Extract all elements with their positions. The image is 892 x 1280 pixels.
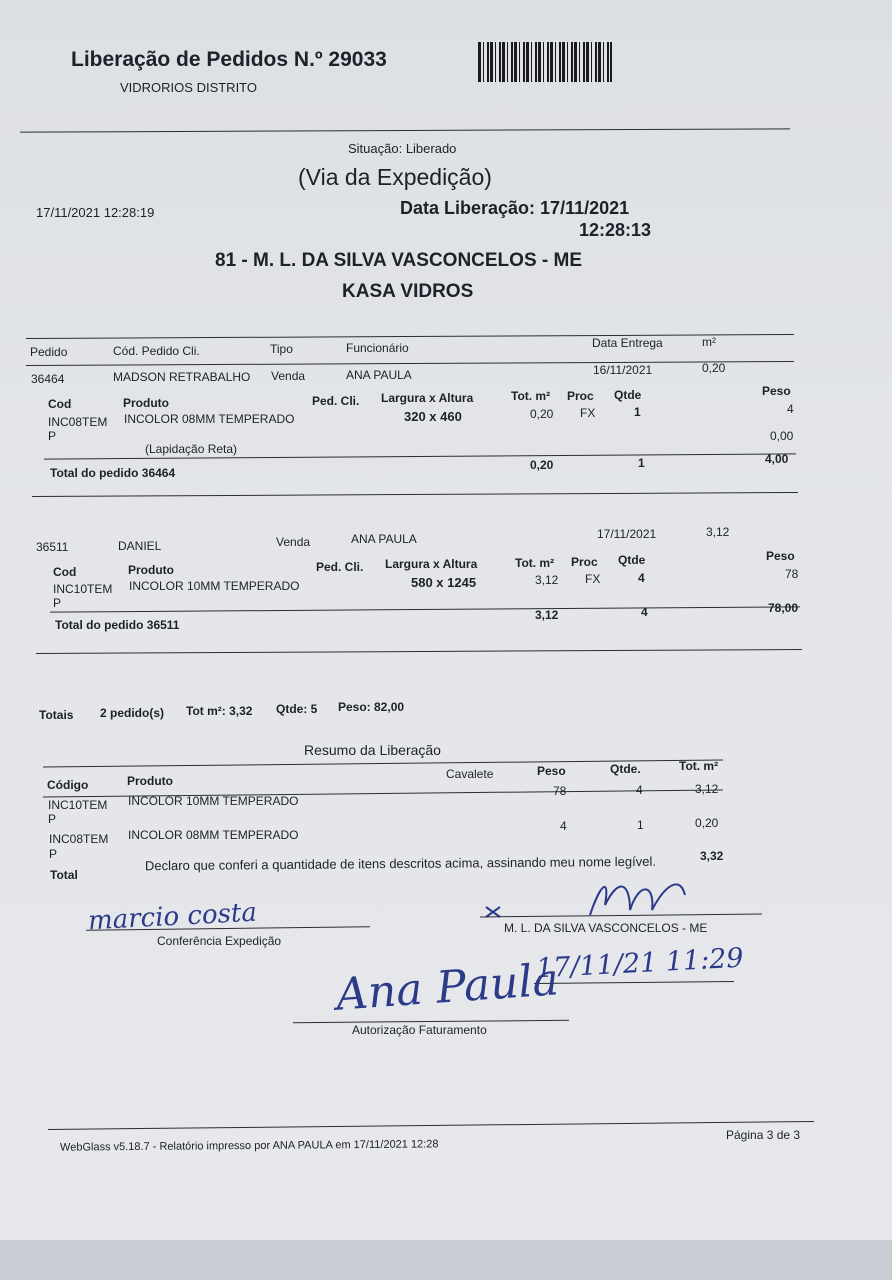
summary-code: INC08TEM	[49, 832, 109, 846]
divider	[36, 649, 802, 654]
summary-code-suffix: P	[49, 847, 58, 861]
order-number: 36464	[31, 372, 65, 386]
totals-peso: Peso: 82,00	[338, 700, 405, 714]
col-ped-cli: Ped. Cli.	[316, 560, 364, 574]
summary-code: INC10TEM	[48, 798, 108, 812]
summary-qtde: 1	[637, 818, 644, 832]
summary-col-peso: Peso	[537, 764, 566, 778]
print-timestamp: 17/11/2021 12:28:19	[36, 205, 155, 220]
order-total-peso: 4,00	[765, 452, 789, 466]
order-total-peso: 78,00	[768, 601, 799, 615]
summary-product: INCOLOR 10MM TEMPERADO	[128, 794, 299, 808]
item-tot-m2: 3,12	[535, 573, 559, 587]
item-dimensions: 580 x 1245	[411, 575, 477, 590]
summary-tot: 3,12	[695, 782, 719, 796]
summary-col-qtde: Qtde.	[610, 762, 641, 776]
item-code-suffix: P	[48, 429, 57, 443]
summary-col-codigo: Código	[47, 778, 89, 792]
summary-title: Resumo da Liberação	[304, 742, 441, 758]
company-name: VIDRORIOS DISTRITO	[120, 80, 257, 95]
item-code: INC08TEM	[48, 415, 108, 429]
item-product: INCOLOR 08MM TEMPERADO	[124, 412, 295, 426]
col-funcionario: Funcionário	[346, 341, 409, 355]
col-produto: Produto	[128, 563, 174, 577]
col-largura-altura: Largura x Altura	[385, 557, 478, 571]
totals-qtde: Qtde: 5	[276, 702, 318, 716]
barcode	[478, 42, 612, 82]
client-name: 81 - M. L. DA SILVA VASCONCELOS - ME	[215, 250, 583, 271]
divider	[26, 334, 794, 339]
footer-divider	[48, 1121, 814, 1130]
handwritten-signature: marcio costa	[87, 897, 258, 937]
footer-print-info: WebGlass v5.18.7 - Relatório impresso por ANA PAULA em 17/11/2021 12:28	[59, 1138, 439, 1154]
divider	[32, 492, 798, 497]
order-total-qtde: 1	[638, 456, 645, 470]
order-m2: 3,12	[706, 525, 730, 539]
item-tot-m2: 0,20	[530, 407, 554, 421]
via-label: (Via da Expedição)	[298, 164, 492, 190]
summary-total-value: 3,32	[700, 849, 724, 863]
col-qtde: Qtde	[614, 388, 642, 402]
col-data-entrega: Data Entrega	[592, 336, 663, 350]
order-total-label: Total do pedido 36464	[50, 466, 176, 480]
item-proc: FX	[585, 572, 601, 586]
item-code: INC10TEM	[53, 582, 113, 596]
item-product: INCOLOR 10MM TEMPERADO	[129, 579, 300, 593]
item-dimensions: 320 x 460	[404, 409, 462, 424]
release-time: 12:28:13	[579, 220, 652, 240]
order-client: DANIEL	[118, 539, 162, 553]
signature-label-conferencia: Conferência Expedição	[157, 934, 282, 948]
page-number: Página 3 de 3	[726, 1128, 801, 1142]
signature-label-cliente: M. L. DA SILVA VASCONCELOS - ME	[504, 921, 708, 935]
declaration-text: Declaro que conferi a quantidade de itens descritos acima, assinando meu nome legível.	[144, 853, 656, 874]
order-total-qtde: 4	[641, 605, 648, 619]
order-total-m2: 0,20	[530, 458, 554, 472]
background-surface	[0, 1240, 892, 1280]
col-pedido: Pedido	[30, 345, 68, 359]
item-note: (Lapidação Reta)	[145, 442, 238, 456]
release-date: Data Liberação: 17/11/2021	[400, 198, 630, 218]
item-peso: 4	[787, 402, 794, 416]
divider	[26, 361, 794, 366]
col-cod-pedido-cli: Cód. Pedido Cli.	[113, 344, 200, 358]
handwritten-authorization: Ana Paula	[334, 954, 561, 1021]
summary-col-cavalete: Cavalete	[446, 767, 494, 781]
col-proc: Proc	[571, 555, 598, 569]
order-delivery-date: 17/11/2021	[597, 527, 657, 541]
col-largura-altura: Largura x Altura	[381, 391, 474, 405]
order-employee: ANA PAULA	[346, 368, 412, 382]
col-m2: m²	[702, 335, 716, 349]
col-peso: Peso	[762, 384, 791, 398]
item-code-suffix: P	[53, 596, 62, 610]
divider	[20, 128, 790, 132]
status-label: Situação: Liberado	[348, 141, 457, 156]
summary-peso: 4	[560, 819, 567, 833]
summary-product: INCOLOR 08MM TEMPERADO	[128, 828, 299, 842]
summary-col-produto: Produto	[127, 774, 173, 788]
col-proc: Proc	[567, 389, 594, 403]
summary-code-suffix: P	[48, 812, 57, 826]
col-tot-m2: Tot. m²	[515, 556, 555, 570]
summary-tot: 0,20	[695, 816, 719, 830]
col-tot-m2: Tot. m²	[511, 389, 551, 403]
handwritten-date: 17/11/21 11:29	[535, 942, 745, 985]
col-ped-cli: Ped. Cli.	[312, 394, 360, 408]
item-qtde: 4	[638, 571, 645, 585]
col-produto: Produto	[123, 396, 169, 410]
item-qtde: 1	[634, 405, 641, 419]
col-peso: Peso	[766, 549, 795, 563]
col-tipo: Tipo	[270, 342, 293, 356]
col-qtde: Qtde	[618, 553, 646, 567]
signature-label-autorizacao: Autorização Faturamento	[352, 1023, 487, 1037]
col-cod: Cod	[48, 397, 72, 411]
order-type: Venda	[276, 535, 311, 549]
order-delivery-date: 16/11/2021	[593, 363, 653, 377]
client-trade-name: KASA VIDROS	[342, 281, 474, 302]
summary-qtde: 4	[636, 783, 643, 797]
document-title: Liberação de Pedidos N.º 29033	[71, 48, 387, 71]
totals-m2: Tot m²: 3,32	[186, 704, 253, 718]
item-peso: 78	[785, 567, 799, 581]
order-total-label: Total do pedido 36511	[55, 618, 180, 632]
summary-total-label: Total	[50, 868, 78, 882]
order-total-m2: 3,12	[535, 608, 559, 622]
divider	[50, 606, 800, 612]
order-number: 36511	[36, 540, 69, 554]
item-note-value: 0,00	[770, 429, 794, 443]
order-m2: 0,20	[702, 361, 726, 375]
order-type: Venda	[271, 369, 306, 383]
order-employee: ANA PAULA	[351, 532, 417, 546]
summary-col-tot: Tot. m²	[679, 759, 719, 773]
order-client: MADSON RETRABALHO	[113, 370, 251, 384]
item-proc: FX	[580, 406, 596, 420]
totals-orders: 2 pedido(s)	[100, 706, 165, 720]
totals-label: Totais	[39, 708, 74, 722]
summary-peso: 78	[553, 784, 567, 798]
col-cod: Cod	[53, 565, 77, 579]
